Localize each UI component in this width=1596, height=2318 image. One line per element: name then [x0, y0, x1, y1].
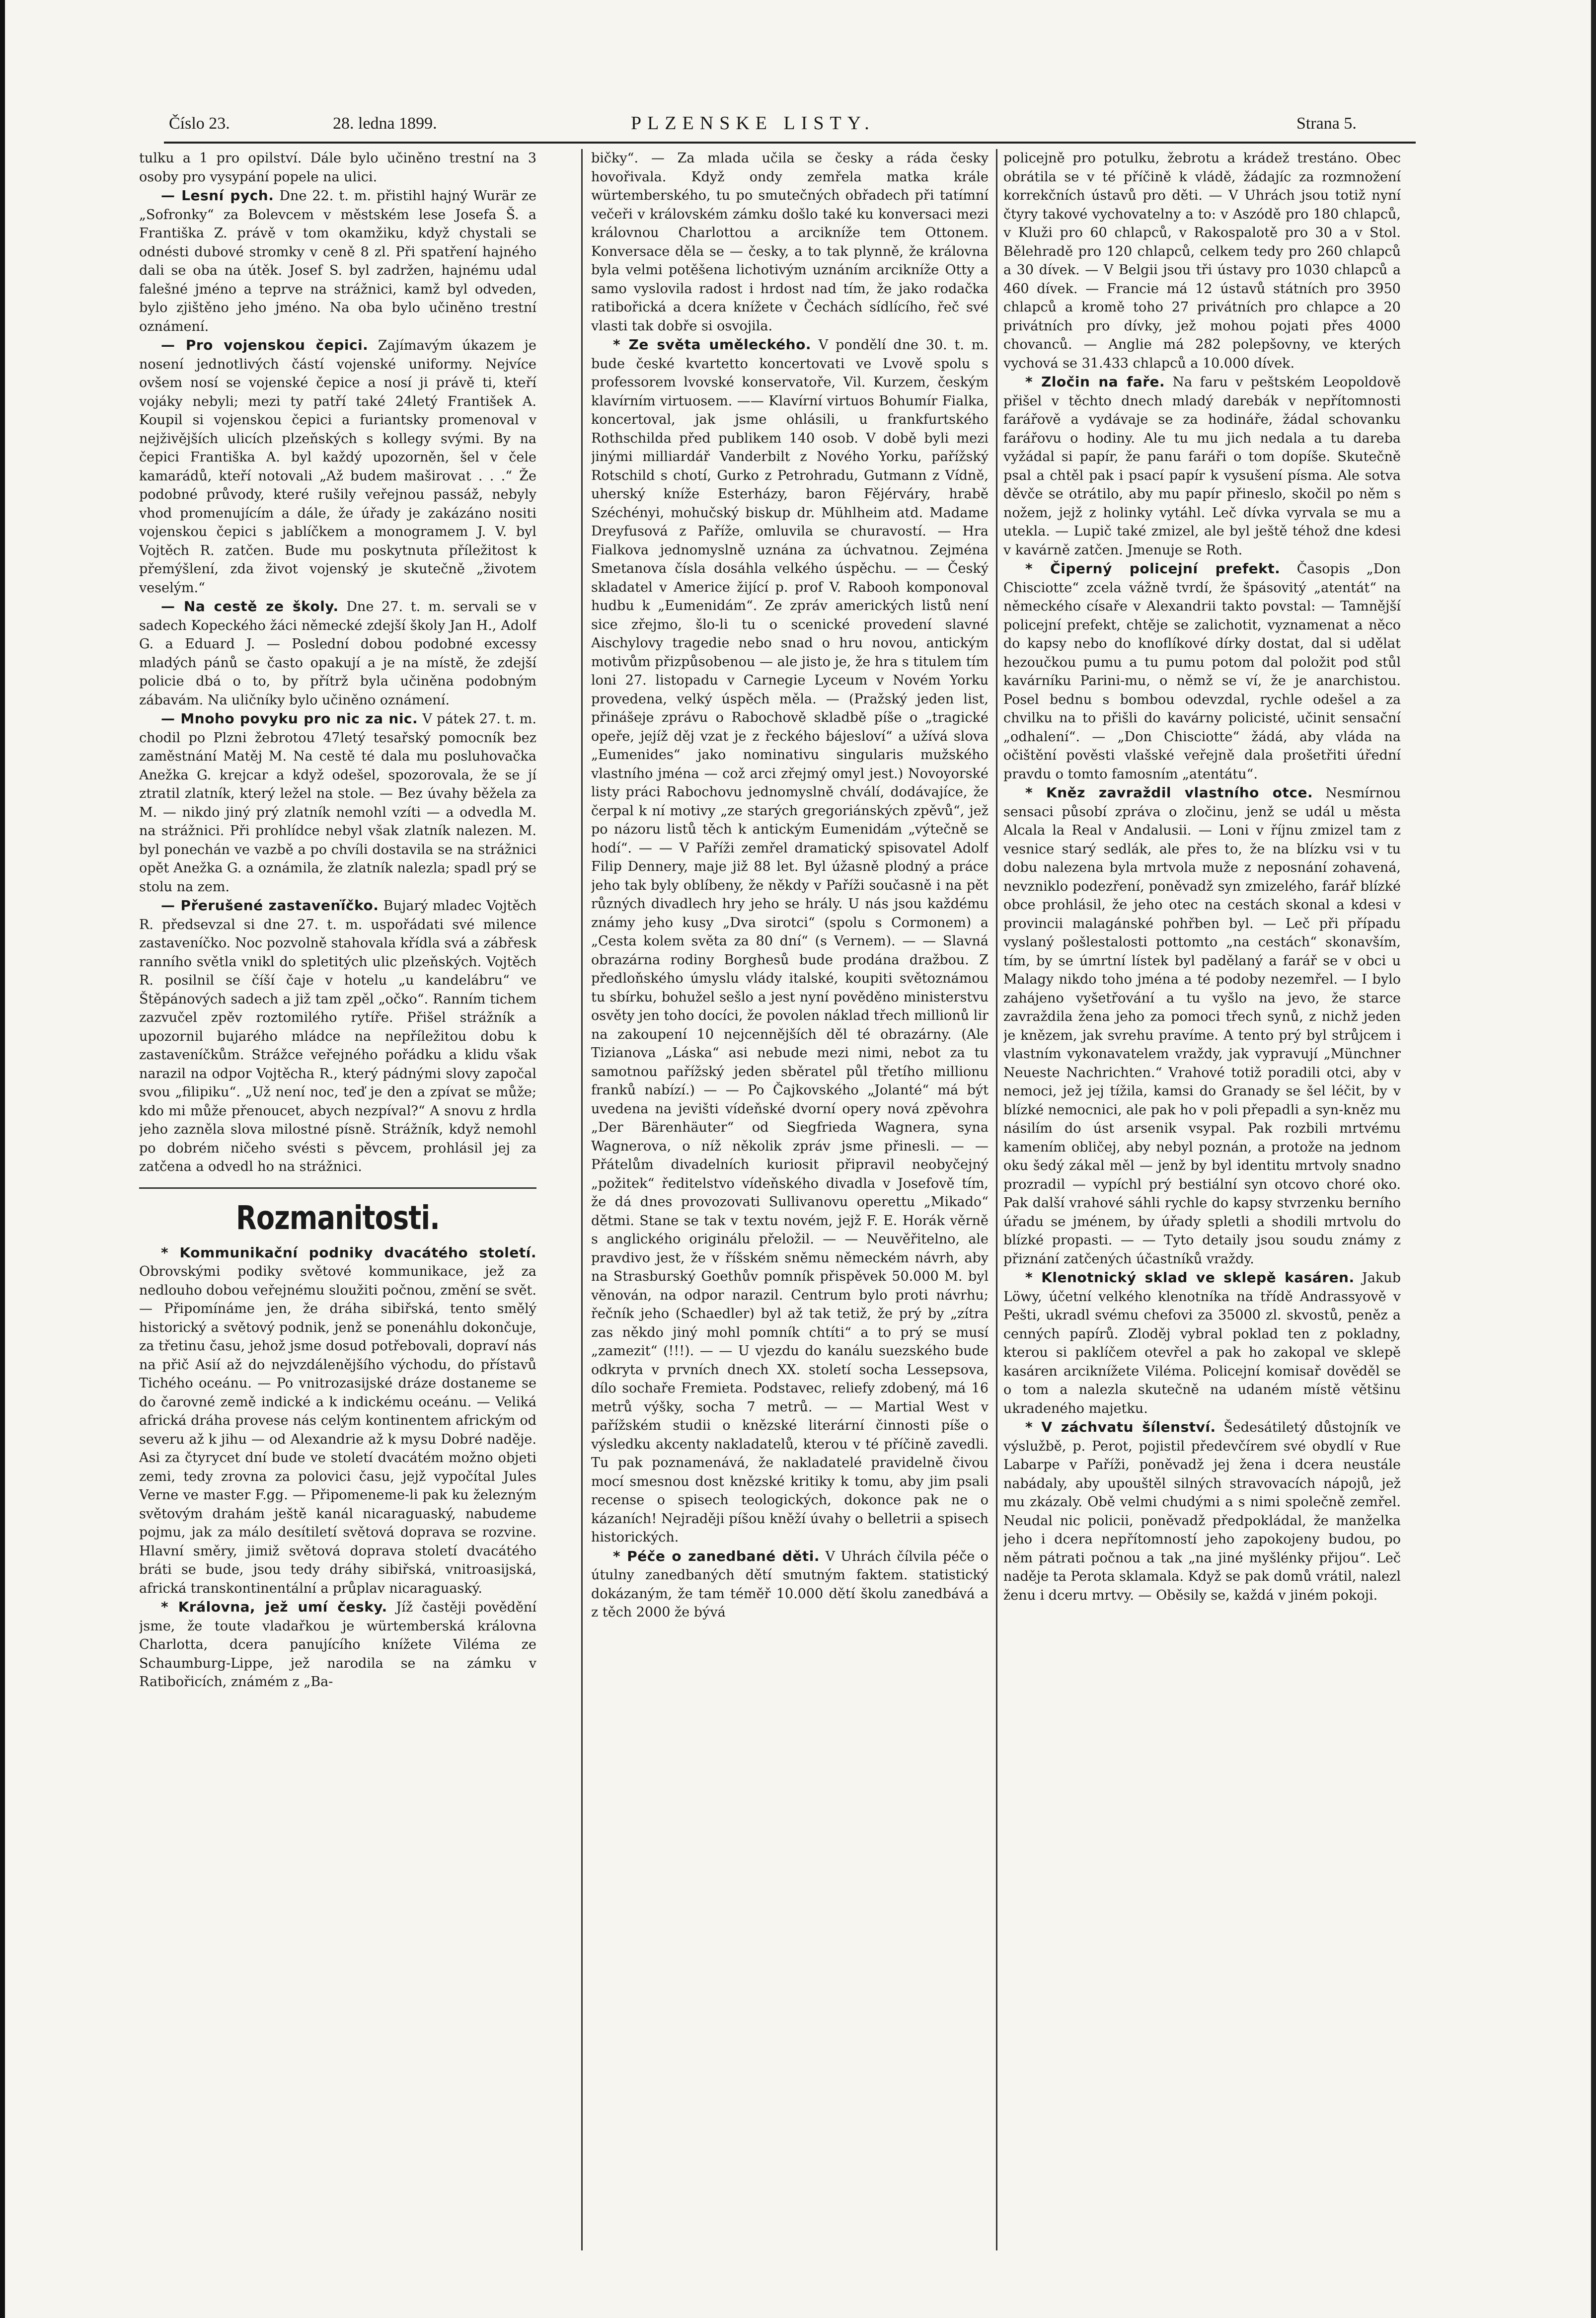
- column-divider: [996, 149, 997, 2250]
- section-rule: [139, 1187, 536, 1189]
- article-cesta-ze-skoly: [139, 597, 536, 709]
- article-body: V Uhrách čílvila péče o útulny zanedbaných dětí smutným faktem. statistický dokázaným, že tam téměř 10.000 dětí školu zanedbává a z těch 2000 že bývá: [591, 1548, 988, 1620]
- article-heading: * Kněz zavraždil vlastního otce.: [1025, 784, 1313, 801]
- article-body: Nesmírnou sensaci působí zpráva o zločinu, jenž se udál u města Alcala la Real v Andalusii. — Loni v říjnu zmizel tam z vesnice starý sedlák, ale přes to, že na blízku vsi v tu dobu nalezena byla mrtvola muže z neposnání zohavená, nevzniklo podezření, poněvadž syn zmizelého, farář blízké obce prohlásil, že jeho otec na cestách skonal a kdesi v provincii malagánské pohřben byl. — Leč při případu vyslaný pošlestalosti pottomto „na cestách“ skonavším, tím, by se úmrtní lístek byl padělaný a farář se v obci u Malagy nikdo toho jména a té podoby nezemřel. — I bylo zahájeno vyšetřování a tu vyšlo na jevo, že starce zavraždila žena jeho za pomoci třech synů, z nichž jeden je knězem, jak svrehu pravíme. A tento prý byl strůjcem i vlastním vykonavatelem vraždy, jak vypravují „Münchner Neueste Nachrichten.“ Vrahové totiž poradili otci, aby v nemoci, jež jej tížila, kamsi do Granady se šel léčit, by v blízké nemocnici, ale pak ho v poli přepadli a syn-kněz mu násilím do úst arsenik vsypal. Pak rozbili mrtvému kamením obličej, aby nebyl poznán, a protože na jednom oku šedý zákal měl — jenž by byl identitu mrtvoly snadno prozradil — vypíchl prý bestiální syn otcovo choré oko. Pak další vrahové sáhli rychle do kapsy stvrzenku berního úřadu se jménem, by úřady spletli a shodili mrtvolu do blízké propasti. — — Tyto detaily jsou soudu známy z přiznání zatčených účastníků vraždy.: [1003, 785, 1401, 1267]
- article-pece-o-deti: [591, 1547, 988, 1622]
- article-heading: * V záchvatu šílenství.: [1025, 1419, 1216, 1435]
- article-zlocin-na-fare: [1003, 373, 1401, 559]
- article-body: Dne 27. t. m. servali se v sadech Kopeckého žáci německé zdejší školy Jan H., Adolf G. a Eduard J. — Poslední dobou podobné excessy mladých pánů se často opakují a je na místě, že zdejší policie dbá o to, by přítrž byla učiněna podobným zábavám. Na uličníky bylo učiněno oznámení.: [139, 599, 536, 708]
- article-heading: — Přerušené zastavení̈čko.: [161, 897, 379, 914]
- issue-date: 28. ledna 1899.: [333, 114, 437, 133]
- article-body: Časopis „Don Chisciotte“ zcela vážně tvrdí, že špásovitý „atentát“ na německého císaře v Alexandrii takto povstal: — Tamnější policejní prefekt, chtěje se zalichotit, vyznamenat a něco do kapsy nebo do knoflíkové dírky dostat, dal si udělat hezoučkou pumu a tu pumu potom dal položit pod stůl kavárníku Parini-mu, o němž se ví, že je anarchistou. Posel bednu s bombou odevzdal, rychle odešel a za chvilku na to přišli do kavárny policisté, učinit sensační „odhalení“. — „Don Chisciotte“ žádá, aby vláda na očištění pověsti vlašské veřejně dala prošetřiti úřední pravdu o tomto famosním „atentátu“.: [1003, 561, 1401, 782]
- article-body: Jíž častěji povědění jsme, že toute vladařkou je würtemberská královna Charlotta, dcera panujícího knížete Viléma ze Schaumburg-Lippe, jež narodila se na zámku v Ratibořicích, známém z „Ba-: [139, 1600, 536, 1690]
- article-continuation: [591, 149, 988, 335]
- article-heading: * Klenotnický sklad ve sklepě kasáren.: [1025, 1269, 1355, 1286]
- article-body: Na faru v peštském Leopoldově přišel v těchto dnech mladý darebák v nepřítomnosti farářově a vydávaje se za hodináře, žádal schovanku farářovu o hodiny. Ale tu mu jich nedala a tu dareba vyžádal si papír, že panu faráři o tom dopíše. Skutečně psal a chtěl pak i psací papír k vysušení písma. Ale sotva děvče se otrátilo, aby mu papír přineslo, skočil po něm s nožem, jejž z holinky vytáhl. Leč dívka vyrvala se mu a utekla. — Lupič také zmizel, ale byl ještě téhož dne kdesi v kavárně zatčen. Jmenuje se Roth.: [1003, 375, 1401, 558]
- article-continuation: [1003, 149, 1401, 373]
- article-heading: * Ze světa uměleckého.: [613, 336, 811, 353]
- scan-edge-left: [0, 0, 5, 2318]
- article-heading: * Královna, jež umí česky.: [161, 1599, 387, 1615]
- article-vojenska-cepice: [139, 336, 536, 597]
- article-heading: * Kommunikační podniky dvacátého století.: [161, 1244, 536, 1261]
- article-zastavenicko: [139, 896, 536, 1176]
- article-body: Šedesátiletý důstojník ve výslužbě, p. Perot, pojistil předevčírem své obydlí v Rue Labarpe v Paříži, poněvadž jej žena i dcera neustále nabádaly, aby upouštěl silných stravovacích nápojů, jež mu zkázaly. Obě velmi chudými a s nimi společně zemřel. Neudal nic policii, poněvadž předpokládal, že manželka jeho i dcera nepřítomností jeho zapokojeny budou, po něm pátrati počnou a tak „na jiné myšlénky přijou“. Leč naděje ta Perota sklamala. Když se pak domů vrátil, nalezl ženu i dceru mrtvy. — Oběsily se, každá v jiném pokoji.: [1003, 1420, 1401, 1603]
- article-heading: — Na cestě ze školy.: [161, 598, 339, 615]
- article-lesni-pych: [139, 186, 536, 336]
- article-svet-umelecky: [591, 335, 988, 1547]
- article-heading: * Čiperný policejní prefekt.: [1025, 560, 1281, 577]
- article-body: Bujarý mladec Vojtěch R. předsevzal si dne 27. t. m. uspořádati své milence zastaveníčko. Noc pozvolně stahovala křídla svá a zábřesk ranního světla vnikl do spletitých ulic plzeňských. Vojtěch R. posilnil se číší čaje v hotelu „u kandelábru“ ve Štěpánových sadech a již tam zpěl „očko“. Ranním tichem zazvučel zpěv roztomilého rytíře. Přišel strážník a upozornil bujarého mládce na nepříležitou dobu k zastaveníčkům. Strážce veřejného pořádku a klidu však narazil na odpor Vojtěcha R., který pádnými slovy započal svou „filipiku“. „Už není noc, teď je den a zpívat se může; kdo mi může přenoucet, abych nezpíval?“ A snovu z hrdla jeho zazněla slova milostné písně. Strážník, když nemohl po dobrém ničeho svésti s pěvcem, prohlásil jej za zatčena a odvedl ho na strážnici.: [139, 898, 536, 1174]
- scan-edge-right: [1591, 0, 1596, 2318]
- column-2: [591, 149, 988, 2250]
- article-continuation: [139, 149, 536, 186]
- article-mnoho-povyku: [139, 709, 536, 896]
- article-heading: — Pro vojenskou čepici.: [161, 337, 369, 353]
- article-body: Dne 22. t. m. přistihl hajný Wurär ze „Sofronky“ za Bolevcem v městském lese Josefa Š. a Františka Z. právě v tom okamžiku, když chystali se odnésti dubové stromky v ceně 8 zl. Při spatření hajného dali se oba na útěk. Josef S. byl zadržen, hajnému udal falešné jméno a teprve na strážnici, kamž byl odveden, bylo zjištěno jeho jméno. Na oba bylo učiněno trestní oznámení.: [139, 188, 536, 334]
- column-1: [139, 149, 536, 2250]
- newspaper-title: PLZENSKE LISTY.: [631, 113, 875, 134]
- paragraph-text: policejně pro potulku, žebrotu a krádež trestáno. Obec obrátila se v té příčině k vládě, žádajíc za rozmnožení korrekčních ústavů pro děti. — V Uhrách jsou totiž nyní čtyry takové vychovatelny a to: v Aszódě pro 180 chlapců, v Kluži pro 60 chlapců, v Rakospalotě pro 30 a v Stol. Bělehradě pro 120 chlapců, celkem tedy pro 260 chlapců a 30 dívek. — V Belgii jsou tři ústavy pro 1030 chlapců a 460 dívek. — Francie má 12 ústavů státních pro 3950 chlapců a kromě toho 27 privátních pro chlapce a 20 privátních pro dívky, jež mohou pojati přes 4000 chovanců. — Anglie má 282 polepšovny, ve kterých vychová se 31.433 chlapců a 10.000 dívek.: [1003, 151, 1401, 371]
- header-rule: [164, 142, 1416, 144]
- paragraph-text: tulku a 1 pro opilství. Dále bylo učiněno trestní na 3 osoby pro vysypání popele na ulici.: [139, 151, 536, 185]
- article-heading: — Mnoho povyku pro nic za nic.: [161, 710, 418, 727]
- article-kralovna: [139, 1598, 536, 1692]
- paragraph-text: bičky“. — Za mlada učila se česky a ráda česky hovořivala. Když ondy zemřela matka krále würtemberského, tu po smutečných obřadech při tatímní večeři v královském zámku došlo také ku konversaci mezi královnou Charlottou a arcikníže tem Ottonem. Konversace děla se — česky, a to tak plynně, že královna byla velmi potěšena lichotivým uznáním arcikníže Otty a samo vyslovila radost i hrdost nad tím, že jako rodačka ratibořická a dcera knížete v Čechách sídlícího, řeč své vlasti tak dobře si osvojila.: [591, 151, 988, 334]
- page-number: Strana 5.: [1296, 114, 1357, 133]
- column-divider: [581, 149, 583, 2250]
- section-masthead: Rozmanitosti.: [236, 1198, 440, 1237]
- issue-number: Číslo 23.: [169, 114, 230, 133]
- article-heading: * Zločin na faře.: [1025, 374, 1165, 390]
- article-kommunikacni-podniky: [139, 1243, 536, 1598]
- article-body: Obrovskými podiky světové kommunikace, jež za nedlouho dobou veřejnému sloužiti počnou, změní se svět. — Připomínáme jen, že dráha sibiřská, tento smělý historický a světový podnik, jenž se ponenáhlu dokončuje, za třetinu času, jehož jsme dosud potřebovali, dopraví nás na přič Asií až do nejvzdálenějšího východu, do přístavů Tichého oceánu. — Po vnitrozasijské dráze dostaneme se do čarovné země indické a k indickému oceánu. — Veliká africká dráha provese nás celým kontinentem africkým od severu až k jihu — od Alexandrie až k mysu Dobré naděje. Asi za čtyrycet dní bude ve století dvacátém možno objeti zemi, tedy zrovna za polovici času, jejž vypočítal Jules Verne ve master F.gg. — Připomeneme-li pak ku železným světovým drahám ještě kanál nicaraguaský, nabudeme pojmu, jak za málo desítiletí světová doprava se rozvine. Hlavní směry, jimiž světová doprava století dvacátého bráti se bude, jsou tedy dráhy sibiřská, vnitroasijská, africká transkontinentální a průplav nicaraguaský.: [139, 1264, 536, 1596]
- article-klenotnicky-sklad: [1003, 1268, 1401, 1418]
- article-body: Zajímavým úkazem je nosení jednotlivých částí vojenské uniformy. Nejvíce ovšem nosí se vojenské čepice a nosí ji právě ti, kteří vojáky nebyli; mezi ty patří také 24letý František A. Koupil si vojenskou čepici a furiantsky promenoval v nejživějších ulicích plzeňských s kollegy svými. By na čepici Františka A. byl každý upozorněn, šel v čele kamarádů, kteří notovali „Až budem maširovat . . .“ Že podobné průvody, které rušily veřejnou passáž, nebyly vhod promenujícím a dále, že úřady je zakázáno nositi vojenskou čepici s jablíčkem a monogramem J. V. byl Vojtěch R. zatčen. Bude mu poskytnuta příležitost k přemýšlení, zda život vojenský je skutečně „životem veselým.“: [139, 338, 536, 596]
- column-3: [1003, 149, 1401, 2250]
- article-body: V pátek 27. t. m. chodil po Plzni žebrotou 47letý tesařský pomocník bez zaměstnání Matěj M. Na cestě té dala mu posluhovačka Anežka G. krejcar a když odešel, spozorovala, že se jí ztratil zlatník, který ležel na stole. — Bez úvahy běžela za M. — nikdo jiný prý zlatník nemohl vzíti — a odvedla M. na strážnici. Při prohlídce nebyl však zlatník nalezen. M. byl ponechán ve vazbě a po chvíli dostavila se na strážnici opět Anežka G. a oznámila, že zlatník nalezla; spadl prý se stolu na zem.: [139, 711, 536, 895]
- article-policejni-prefekt: [1003, 559, 1401, 783]
- article-body: V pondělí dne 30. t. m. bude české kvartetto koncertovati ve Lvově spolu s professorem lvovské konservatoře, Vil. Kurzem, českým klavírním virtuosem. —— Klavírní virtuos Bohumír Fialka, koncertoval, jak jsme ohlásili, u frankfurtského Rothschilda před publikem 140 osob. V době byli mezi jinými milliardář Vanderbilt z Nového Yorku, pařížský Rotschild s chotí, Gurko z Petrohradu, Gutmann z Vídně, uherský kníže Esterházy, baron Fějérváry, hrabě Széchényi, mohučský biskup dr. Mühlheim atd. Madame Dreyfusová z Paříže, omluvila se churavostí. — Hra Fialkova jednomyslně uznána za úchvatnou. Zejména Smetanova čísla dosáhla velkého úspěchu. — — Český skladatel v Americe žijící p. prof V. Rabooh komponoval hudbu k „Eumenidám“. Ze zpráv amerických listů není sice zřejmo, šlo-li tu o scenické provedení slavné Aischylovy tragedie nebo snad o hru novou, antickým motivům přizpůsobenou — ale jisto je, že hra s titulem tím loni 27. listopadu v Carnegie Lyceum v Novém Yorku provedena, velký úspěch měla. — (Pražský jeden list, přinášeje zprávu o Rabochově skladbě píše o „tragické opeře, jejíž děj vzat je z řeckého bájesloví“ a užívá slova „Eumenides“ jako nominativu singularis mužského vlastního jména — což arci zřejmý omyl jest.) Novoyorské listy práci Rabochovu jednomyslně chválí, dodávajíce, že čerpal k ní motivy „ze starých gregoriánských zpěvů“, jež po názoru listů těch k antickým Eumenidám „výtečně se hodí“. — — V Paříži zemřel dramatický spisovatel Adolf Filip Dennery, maje již 88 let. Byl úžasně plodný a práce jeho tak byly oblíbeny, že někdy v Paříži současně i na pět různých divadlech hry jeho se hrály. U nás jsou každému známy jeho kusy „Dva sirotci“ (spolu s Cormonem) a „Cesta kolem světa za 80 dní“ (s Vernem). — — Slavná obrazárna rodiny Borghesů bude prodána dražbou. Z předloňského úmyslu vlády italské, koupiti světoznámou tu sbírku, bohužel sešlo a jest nyní pověděno ministerstvu osvěty jen toho docíci, že povolen náklad třech millionů lir na zakoupení 10 nejcennějších děl té obrazárny. (Ale Tizianova „Láska“ asi nebude mezi nimi, nebot za tu samotnou pařížský jeden sběratel půl třetího millionu franků nabízí.) — — Po Čajkovského „Jolanté“ má být uvedena na jevišti vídeňské dvorní opery nová zpěvohra „Der Bärenhäuter“ od Siegfrieda Wagnera, syna Wagnerova, o níž několik zpráv jsme přinesli. — — Přátelům divadelních kuriosit připravil neobyčejný „požitek“ ředitelstvo vídeňského divadla v Josefově tím, že dá dnes provozovati Sullivanovu operettu „Mikado“ dětmi. Stane se tak v textu novém, jejž F. E. Horák věrně s anglického originálu přeložil. — — Neuvěřitelno, ale pravdivo jest, že v říšském sněmu německém návrh, aby na Strasburský Goethův pomník přispěvek 50.000 M. byl věnován, na odpor narazil. Centrum bylo proti návrhu; řečník jeho (Schaedler) byl až tak tetiž, že prý by „zítra zas někdo jiný mohl pomník chtíti“ a to prý se musí „zamezit“ (!!!). — — U vjezdu do kanálu suezského bude odkryta v prvních dnech XX. století socha Lessepsova, dílo sochaře Fremieta. Podstavec, reliefy zdobený, má 16 metrů výšky, socha 7 metrů. — — Martial West v pařížském studii o knězské literární činnosti píše o výsledku akcenty nakladatelů, kterou v té příčině zavedli. Tu pak poznamenává, že nakladatelé pravidelně čivou mocí smesnou dost knězské kritiky k tomu, aby jim psali recense o spisech teologických, dokonce pak ne o kázaních! Nejraději píšou kněží úvahy o belletrii a spisech historických.: [591, 337, 988, 1545]
- article-zachvat-silenstvi: [1003, 1418, 1401, 1605]
- page-header: [169, 109, 1411, 139]
- article-heading: — Lesní pych.: [161, 187, 274, 204]
- article-heading: * Péče o zanedbané děti.: [613, 1547, 820, 1564]
- article-knez-vrah: [1003, 783, 1401, 1268]
- article-body: Jakub Löwy, účetní velkého klenotníka na třídě Andrassyově v Pešti, ukradl svému chefovi za 35000 zl. skvostů, peněz a cenných papírů. Zloděj vybral poklad ten z pokladny, kterou si paklíčem otevřel a pak ho zakopal ve sklepě kasáren arciknížete Viléma. Policejní komisař dověděl se o tom a nalezla skutečně na udaném místě většinu ukradeného majetku.: [1003, 1270, 1401, 1416]
